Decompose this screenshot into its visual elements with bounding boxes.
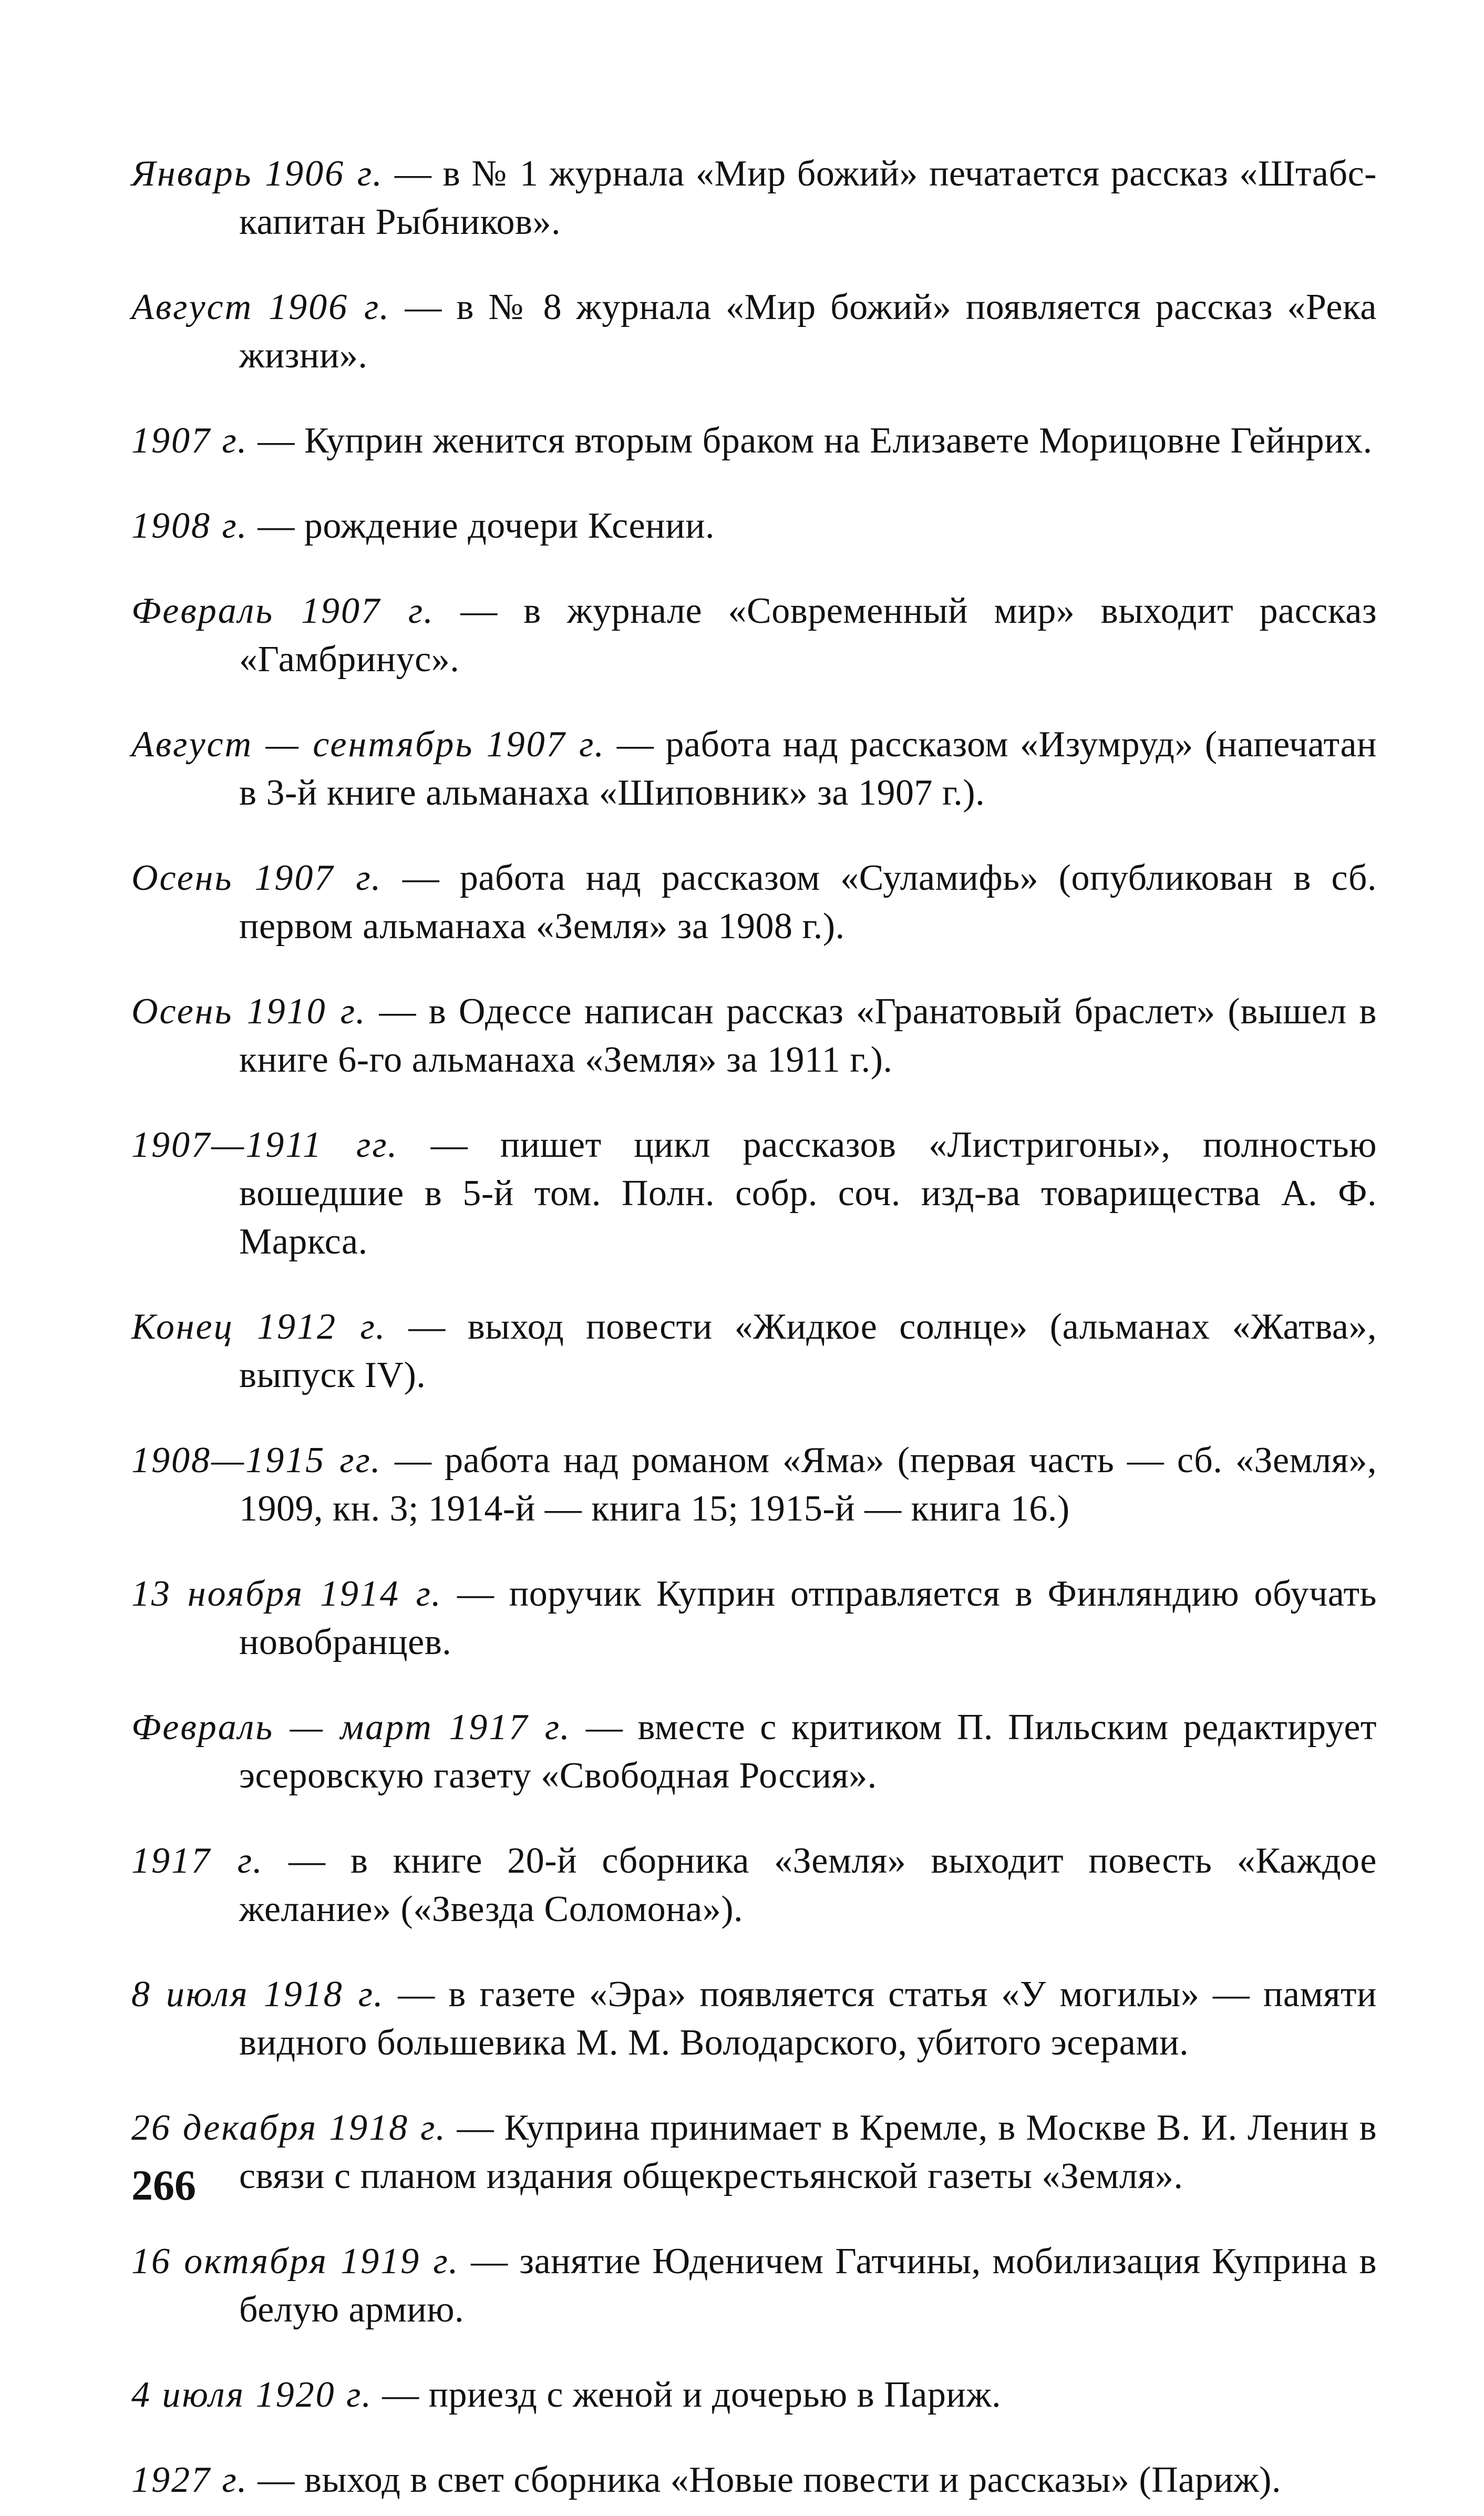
entry-text: — в Одессе написан рассказ «Гранатовый браслет» (вышел в книге 6-го альманаха «Земля» за 1911 г.).	[239, 991, 1377, 1080]
entry-date: Февраль 1907 г.	[131, 591, 435, 631]
entry-text: — в № 1 журнала «Мир божий» печатается рассказ «Штабс-капитан Рыбников».	[239, 153, 1377, 242]
chronology-entry	[131, 988, 1377, 1084]
entry-text: — Куприн женится вторым браком на Елизавете Морицовне Гейнрих.	[248, 420, 1373, 461]
page-number: 266	[131, 2161, 196, 2209]
entry-text: — Куприна принимает в Кремле, в Москве В. И. Ленин в связи с планом издания общекрестьянской газеты «Земля».	[239, 2108, 1377, 2196]
entry-text: — приезд с женой и дочерью в Париж.	[373, 2375, 1002, 2415]
chronology-entry	[131, 721, 1377, 817]
entry-text: — работа над рассказом «Суламифь» (опубликован в сб. первом альманаха «Земля» за 1908 г.).	[239, 858, 1377, 947]
chronology-entry	[131, 2237, 1377, 2334]
chronology-list	[131, 113, 1377, 2516]
entry-text: — занятие Юденичем Гатчины, мобилизация Куприна в белую армию.	[239, 2241, 1377, 2330]
entry-text: — выход в свет сборника «Новые повести и рассказы» (Париж).	[248, 2460, 1281, 2500]
chronology-entry	[131, 1436, 1377, 1533]
entry-date: 13 ноября 1914 г.	[131, 1574, 442, 1614]
chronology-entry	[131, 502, 1377, 550]
entry-text: — вместе с критиком П. Пильским редактирует эсеровскую газету «Свободная Россия».	[239, 1707, 1377, 1796]
entry-text: — рождение дочери Ксении.	[248, 506, 715, 546]
entry-date: 1908 г.	[131, 506, 249, 546]
chronology-entry	[131, 854, 1377, 951]
entry-date: 8 июля 1918 г.	[131, 1974, 385, 2015]
chronology-entry	[131, 283, 1377, 380]
entry-date: Август 1906 г.	[131, 287, 390, 327]
entry-text: — в газете «Эра» появляется статья «У могилы» — памяти видного большевика М. М. Володарского, убитого эсерами.	[239, 1974, 1377, 2063]
entry-date: 1927 г.	[131, 2460, 249, 2500]
chronology-entry	[131, 2104, 1377, 2201]
entry-text: — в № 8 журнала «Мир божий» появляется рассказ «Река жизни».	[239, 287, 1377, 376]
entry-date: 1907 г.	[131, 420, 249, 461]
chronology-entry	[131, 2456, 1377, 2504]
entry-date: 4 июля 1920 г.	[131, 2375, 373, 2415]
chronology-entry	[131, 1303, 1377, 1400]
entry-date: Осень 1910 г.	[131, 991, 367, 1032]
chronology-entry	[131, 1970, 1377, 2067]
entry-text: — в журнале «Современный мир» выходит рассказ «Гамбринус».	[239, 591, 1377, 680]
chronology-entry	[131, 1703, 1377, 1800]
chronology-entry	[131, 587, 1377, 684]
chronology-entry	[131, 417, 1377, 465]
entry-date: 26 декабря 1918 г.	[131, 2108, 447, 2148]
entry-text: — пишет цикл рассказов «Листригоны», полностью вошедшие в 5-й том. Полн. собр. соч. изд-ва товарищества А. Ф. Маркса.	[239, 1125, 1377, 1262]
chronology-entry	[131, 1121, 1377, 1266]
chronology-entry	[131, 1570, 1377, 1667]
entry-date: 1908—1915 гг.	[131, 1440, 382, 1481]
entry-date: Август — сентябрь 1907 г.	[131, 724, 605, 765]
chronology-entry	[131, 150, 1377, 247]
entry-date: Февраль — март 1917 г.	[131, 1707, 571, 1748]
entry-text: — выход повести «Жидкое солнце» (альманах «Жатва», выпуск IV).	[239, 1307, 1377, 1395]
entry-date: Январь 1906 г.	[131, 153, 384, 194]
chronology-entry	[131, 1837, 1377, 1934]
entry-text: — поручик Куприн отправляется в Финляндию обучать новобранцев.	[239, 1574, 1377, 1662]
entry-date: 1917 г.	[131, 1841, 264, 1881]
entry-text: — в книге 20-й сборника «Земля» выходит повесть «Каждое желание» («Звезда Соломона»).	[239, 1841, 1377, 1929]
entry-date: Конец 1912 г.	[131, 1307, 387, 1347]
entry-date: Осень 1907 г.	[131, 858, 383, 898]
entry-text: — работа над романом «Яма» (первая часть — сб. «Земля», 1909, кн. 3; 1914-й — книга 15; 1915-й — книга 16.)	[239, 1440, 1377, 1529]
entry-date: 1907—1911 гг.	[131, 1125, 399, 1165]
entry-date: 16 октября 1919 г.	[131, 2241, 460, 2282]
entry-text: — работа над рассказом «Изумруд» (напечатан в 3-й книге альманаха «Шиповник» за 1907 г.).	[239, 724, 1377, 813]
chronology-entry	[131, 2371, 1377, 2419]
